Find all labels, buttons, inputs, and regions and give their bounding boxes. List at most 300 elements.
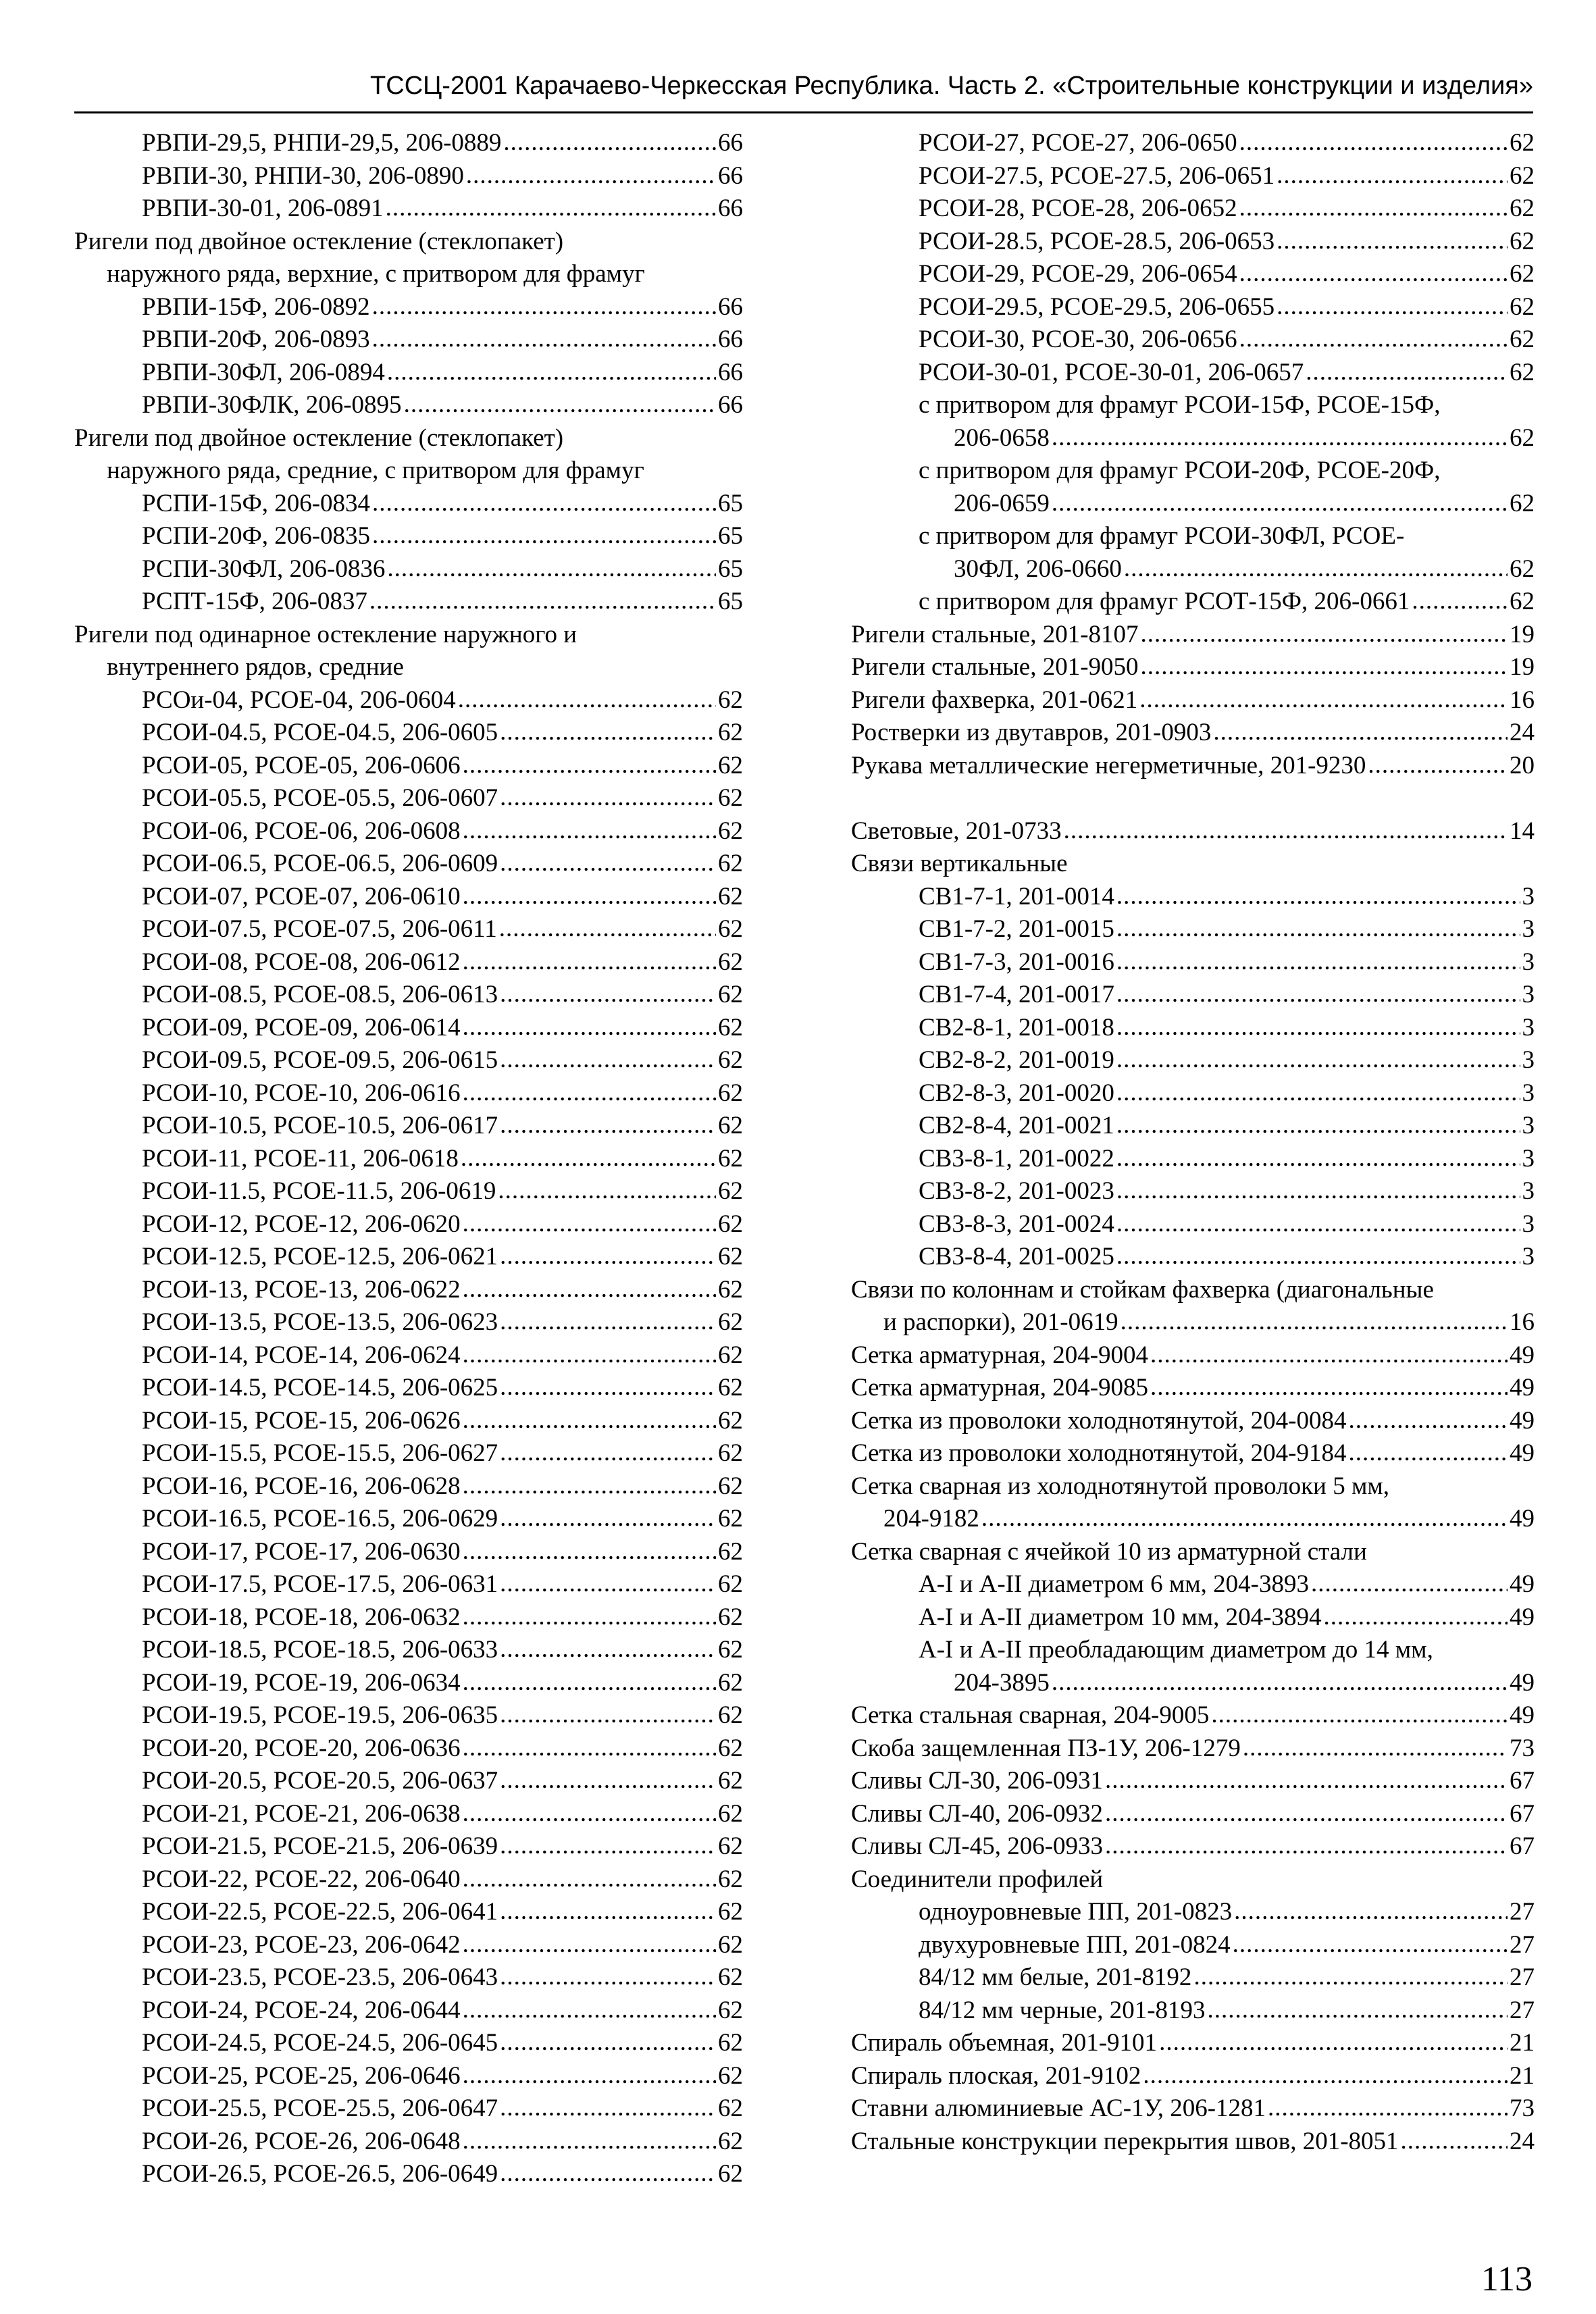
index-entry-page: 62 xyxy=(718,686,743,714)
index-entry-title: РСПИ-15Ф, 206-0834 xyxy=(142,489,371,517)
index-entry xyxy=(851,2060,1535,2093)
dot-leader xyxy=(1121,1306,1508,1339)
index-entry-title: РСОИ-05, РСОЕ-05, 206-0606 xyxy=(142,751,461,779)
dot-leader xyxy=(500,1372,716,1404)
dot-leader xyxy=(1213,717,1508,749)
index-entry-page: 62 xyxy=(718,882,743,910)
index-entry-page: 62 xyxy=(718,2160,743,2188)
dot-leader xyxy=(1211,1699,1508,1732)
index-heading: наружного ряда, верхние, с притвором для фрамуг xyxy=(107,260,645,288)
index-entry-title: РВПИ-15Ф, 206-0892 xyxy=(142,292,370,321)
index-entry xyxy=(74,1110,743,1143)
dot-leader xyxy=(463,1012,716,1044)
index-entry-title: РСОИ-19, РСОЕ-19, 206-0634 xyxy=(142,1668,461,1697)
index-entry-page: 62 xyxy=(1510,555,1535,583)
index-entry xyxy=(851,1601,1535,1635)
index-entry xyxy=(74,1995,743,2028)
index-entry-title: Сетка из проволоки холоднотянутой, 204-0084 xyxy=(851,1406,1347,1435)
dot-leader xyxy=(1105,1765,1508,1797)
index-entry-page: 62 xyxy=(718,1832,743,1860)
index-entry xyxy=(74,553,743,586)
dot-leader xyxy=(1116,1077,1520,1110)
index-entry-title: Стальные конструкции перекрытия швов, 201-8051 xyxy=(851,2127,1399,2155)
index-entry-title: Световые, 201-0733 xyxy=(851,817,1062,845)
index-entry-page: 62 xyxy=(718,1570,743,1598)
dot-leader xyxy=(1116,1241,1520,1273)
index-entry-title: Сливы СЛ-30, 206-0931 xyxy=(851,1767,1104,1795)
index-entry xyxy=(74,1405,743,1438)
index-entry xyxy=(851,2092,1535,2126)
dot-leader xyxy=(1116,1175,1520,1208)
dot-leader xyxy=(1234,1896,1508,1928)
index-entry-title: 204-9182 xyxy=(883,1505,979,1533)
index-entry xyxy=(74,389,743,422)
index-entry-title: РСОИ-11.5, РСОЕ-11.5, 206-0619 xyxy=(142,1177,496,1205)
index-entry xyxy=(74,1241,743,1274)
index-entry-title: РВПИ-20Ф, 206-0893 xyxy=(142,326,370,353)
index-entry xyxy=(74,357,743,390)
index-entry xyxy=(851,1110,1535,1143)
index-entry-title: Ригели стальные, 201-8107 xyxy=(851,620,1139,648)
index-entry-title: Сетка арматурная, 204-9085 xyxy=(851,1374,1149,1402)
index-entry-page: 62 xyxy=(718,1963,743,1991)
index-entry xyxy=(74,1863,743,1897)
index-entry-page: 62 xyxy=(718,1210,743,1238)
index-entry-page: 49 xyxy=(1510,1374,1535,1402)
dot-leader xyxy=(1306,357,1508,389)
index-entry-title: РСПТ-15Ф, 206-0837 xyxy=(142,588,367,615)
index-entry-title: Сетка из проволоки холоднотянутой, 204-9184 xyxy=(851,1439,1347,1467)
dot-leader xyxy=(372,324,716,356)
dot-leader xyxy=(1277,160,1508,192)
index-entry-page: 62 xyxy=(718,1013,743,1042)
index-entry xyxy=(74,1044,743,1077)
index-entry-page: 62 xyxy=(718,1275,743,1304)
index-entry xyxy=(74,1536,743,1569)
dot-leader xyxy=(387,357,716,389)
index-entry-title: РСОИ-29.5, РСОЕ-29.5, 206-0655 xyxy=(919,292,1275,321)
index-entry-page: 62 xyxy=(718,1537,743,1566)
index-entry xyxy=(74,1274,743,1307)
dot-leader xyxy=(500,1503,716,1535)
index-entry-title: РСОИ-04.5, РСОЕ-04.5, 206-0605 xyxy=(142,719,498,746)
index-entry xyxy=(74,946,743,979)
index-entry-page: 24 xyxy=(1510,2127,1535,2155)
index-entry-title: РСОИ-07.5, РСОЕ-07.5, 206-0611 xyxy=(142,915,497,943)
dot-leader xyxy=(1233,1929,1508,1961)
index-heading: А-I и А-II преобладающим диаметром до 14 мм, xyxy=(919,1636,1433,1664)
dot-leader xyxy=(503,127,716,159)
index-entry-title: РСПИ-30ФЛ, 206-0836 xyxy=(142,555,386,583)
index-entry-page: 49 xyxy=(1510,1570,1535,1598)
index-entry xyxy=(851,1044,1535,1077)
index-entry xyxy=(74,717,743,750)
index-entry-page: 65 xyxy=(718,555,743,583)
dot-leader xyxy=(1116,979,1520,1011)
index-entry-title: РВПИ-30ФЛК, 206-0895 xyxy=(142,391,402,419)
index-entry-page: 3 xyxy=(1522,1177,1535,1205)
dot-leader xyxy=(500,1896,716,1928)
index-entry-page: 62 xyxy=(718,1046,743,1074)
dot-leader xyxy=(1323,1601,1508,1634)
index-entry xyxy=(851,2126,1535,2159)
dot-leader xyxy=(1277,291,1508,324)
index-entry xyxy=(74,1830,743,1863)
index-entry-title: РСПИ-20Ф, 206-0835 xyxy=(142,522,371,550)
index-entry xyxy=(851,913,1535,946)
index-column-right xyxy=(851,127,1535,2158)
dot-leader xyxy=(1116,1044,1520,1077)
index-entry-title: СВ2-8-4, 201-0021 xyxy=(919,1112,1114,1139)
dot-leader xyxy=(1116,1012,1520,1044)
index-entry-title: РСОИ-12, РСОЕ-12, 206-0620 xyxy=(142,1210,461,1238)
index-entry xyxy=(851,946,1535,979)
dot-leader xyxy=(981,1503,1508,1535)
index-heading: Связи по колоннам и стойкам фахверка (диагональные xyxy=(851,1275,1434,1304)
index-entry-page: 3 xyxy=(1522,882,1535,910)
index-heading: Ригели под двойное остекление (стеклопакет) xyxy=(74,423,564,452)
index-heading: внутреннего рядов, средние xyxy=(107,653,404,681)
index-entry xyxy=(74,160,743,193)
index-entry-title: 30ФЛ, 206-0660 xyxy=(954,555,1122,583)
index-entry-page: 62 xyxy=(718,1079,743,1107)
dot-leader xyxy=(500,1306,716,1339)
index-entry-title: РСОИ-16, РСОЕ-16, 206-0628 xyxy=(142,1472,461,1500)
index-entry xyxy=(74,1208,743,1241)
index-entry-page: 62 xyxy=(718,1636,743,1664)
index-entry xyxy=(851,127,1535,160)
index-entry xyxy=(74,1306,743,1339)
index-entry-page: 62 xyxy=(718,1112,743,1139)
dot-leader xyxy=(1150,1372,1508,1404)
index-entry-page: 62 xyxy=(718,1668,743,1697)
index-entry xyxy=(851,553,1535,586)
index-entry xyxy=(851,1961,1535,1995)
index-entry xyxy=(74,1798,743,1831)
index-entry xyxy=(851,357,1535,390)
dot-leader xyxy=(1348,1405,1508,1437)
index-entry-page: 62 xyxy=(718,1734,743,1762)
index-entry-title: РСОи-04, РСОЕ-04, 206-0604 xyxy=(142,686,456,714)
dot-leader xyxy=(463,1601,716,1634)
dot-leader xyxy=(463,881,716,913)
index-entry xyxy=(74,1634,743,1667)
dot-leader xyxy=(500,1110,716,1142)
dot-leader xyxy=(372,520,716,552)
index-entry-page: 27 xyxy=(1510,1996,1535,2024)
index-entry-page: 62 xyxy=(718,2127,743,2155)
dot-leader xyxy=(1268,2092,1508,2125)
index-entry-title: РСОИ-09.5, РСОЕ-09.5, 206-0615 xyxy=(142,1046,498,1074)
index-entry-title: Ригели фахверка, 201-0621 xyxy=(851,686,1138,714)
index-entry-title: 206-0658 xyxy=(954,423,1050,452)
index-entry-page: 66 xyxy=(718,161,743,190)
index-entry xyxy=(851,717,1535,750)
index-entry xyxy=(74,2158,743,2191)
index-entry-title: РСОИ-23, РСОЕ-23, 206-0642 xyxy=(142,1930,461,1959)
index-entry-page: 49 xyxy=(1510,1505,1535,1533)
dot-leader xyxy=(463,1339,716,1372)
dot-leader xyxy=(1116,913,1520,946)
index-entry-title: РВПИ-30ФЛ, 206-0894 xyxy=(142,358,385,386)
index-entry-title: 204-3895 xyxy=(954,1668,1050,1697)
index-entry-page: 67 xyxy=(1510,1799,1535,1828)
dot-leader xyxy=(372,488,716,520)
index-entry-title: РСОИ-22.5, РСОЕ-22.5, 206-0641 xyxy=(142,1898,498,1926)
index-entry-title: РСОИ-08.5, РСОЕ-08.5, 206-0613 xyxy=(142,981,498,1008)
index-entry-page: 62 xyxy=(718,2029,743,2057)
index-entry-title: РСОИ-20, РСОЕ-20, 206-0636 xyxy=(142,1734,461,1762)
index-entry xyxy=(74,192,743,226)
index-entry-title: Сетка стальная сварная, 204-9005 xyxy=(851,1701,1210,1729)
index-entry-page: 67 xyxy=(1510,1767,1535,1795)
dot-leader xyxy=(463,2126,716,2158)
index-entry xyxy=(74,2060,743,2093)
dot-leader xyxy=(500,1765,716,1797)
index-entry-page: 62 xyxy=(1510,489,1535,517)
index-entry-title: РСОИ-06.5, РСОЕ-06.5, 206-0609 xyxy=(142,850,498,877)
dot-leader xyxy=(500,2158,716,2190)
index-entry-title: РСОИ-19.5, РСОЕ-19.5, 206-0635 xyxy=(142,1701,498,1729)
dot-leader xyxy=(1116,1110,1520,1142)
dot-leader xyxy=(1401,2126,1508,2158)
dot-leader xyxy=(1368,750,1508,782)
dot-leader xyxy=(1141,651,1508,684)
section-gap xyxy=(851,782,1535,815)
dot-leader xyxy=(1105,1798,1508,1830)
index-entry-page: 3 xyxy=(1522,1013,1535,1042)
index-entry-title: СВ1-7-4, 201-0017 xyxy=(919,981,1114,1008)
dot-leader xyxy=(1141,619,1508,651)
dot-leader xyxy=(1239,192,1508,225)
index-heading: Ригели под двойное остекление (стеклопакет) xyxy=(74,227,564,255)
dot-leader xyxy=(463,1274,716,1306)
index-entry-page: 62 xyxy=(718,1374,743,1402)
dot-leader xyxy=(463,946,716,979)
index-entry-page: 62 xyxy=(1510,161,1535,190)
index-entry-page: 62 xyxy=(718,817,743,845)
index-entry xyxy=(851,422,1535,455)
dot-leader xyxy=(1139,684,1508,717)
dot-leader xyxy=(1150,1339,1508,1372)
index-entry-page: 19 xyxy=(1510,620,1535,648)
index-entry-title: РСОИ-14.5, РСОЕ-14.5, 206-0625 xyxy=(142,1374,498,1402)
index-entry-title: РСОИ-30, РСОЕ-30, 206-0656 xyxy=(919,326,1237,353)
index-entry-page: 73 xyxy=(1510,1734,1535,1762)
index-entry-page: 3 xyxy=(1522,1112,1535,1139)
index-entry xyxy=(74,1339,743,1372)
index-entry xyxy=(851,815,1535,848)
index-entry-page: 62 xyxy=(718,981,743,1008)
index-entry xyxy=(74,2027,743,2060)
dot-leader xyxy=(1052,1667,1508,1699)
index-entry-title: А-I и А-II диаметром 6 мм, 204-3893 xyxy=(919,1570,1309,1598)
index-entry xyxy=(851,1241,1535,1274)
index-entry xyxy=(74,881,743,914)
index-heading: Связи вертикальные xyxy=(851,850,1068,877)
dot-leader xyxy=(404,389,716,421)
index-entry xyxy=(74,1077,743,1110)
index-entry-title: РВПИ-30, РНПИ-30, 206-0890 xyxy=(142,161,464,190)
dot-leader xyxy=(461,1143,716,1175)
index-entry-page: 62 xyxy=(718,1144,743,1173)
index-entry xyxy=(74,1372,743,1405)
index-entry-page: 62 xyxy=(718,948,743,976)
index-entry xyxy=(851,1995,1535,2028)
index-entry-title: СВ1-7-1, 201-0014 xyxy=(919,882,1114,910)
index-entry xyxy=(74,782,743,815)
index-heading: с притвором для фрамуг РСОИ-30ФЛ, РСОЕ- xyxy=(919,522,1405,550)
running-header xyxy=(74,68,1533,113)
index-entry-title: РСОИ-22, РСОЕ-22, 206-0640 xyxy=(142,1865,461,1893)
dot-leader xyxy=(1348,1437,1508,1470)
dot-leader xyxy=(500,848,716,880)
index-entry-page: 73 xyxy=(1510,2094,1535,2122)
index-entry-title: РСОИ-25, РСОЕ-25, 206-0646 xyxy=(142,2061,461,2090)
index-entry-title: РСОИ-17.5, РСОЕ-17.5, 206-0631 xyxy=(142,1570,498,1598)
index-entry-page: 62 xyxy=(718,1472,743,1500)
index-entry-page: 62 xyxy=(718,2094,743,2122)
dot-leader xyxy=(463,1405,716,1437)
index-entry xyxy=(851,1437,1535,1470)
index-entry xyxy=(851,1765,1535,1798)
index-entry-title: РСОИ-07, РСОЕ-07, 206-0610 xyxy=(142,882,461,910)
index-entry xyxy=(74,1699,743,1732)
index-entry xyxy=(851,619,1535,652)
index-entry-page: 62 xyxy=(718,850,743,877)
index-entry-title: РСОИ-26, РСОЕ-26, 206-0648 xyxy=(142,2127,461,2155)
index-entry xyxy=(74,1732,743,1766)
index-entry xyxy=(851,651,1535,684)
dot-leader xyxy=(463,2060,716,2092)
index-entry-page: 3 xyxy=(1522,1243,1535,1270)
index-entry xyxy=(74,1765,743,1798)
dot-leader xyxy=(1124,553,1508,586)
index-entry-page: 62 xyxy=(718,1865,743,1893)
index-entry-title: с притвором для фрамуг РСОТ-15Ф, 206-0661 xyxy=(919,588,1410,615)
index-entry-page: 62 xyxy=(718,784,743,812)
dot-leader xyxy=(500,979,716,1011)
index-entry-page: 62 xyxy=(1510,292,1535,321)
dot-leader xyxy=(463,750,716,782)
index-entry-page: 19 xyxy=(1510,653,1535,681)
index-column-left xyxy=(74,127,743,2191)
dot-leader xyxy=(500,1568,716,1601)
index-entry-title: РСОИ-10.5, РСОЕ-10.5, 206-0617 xyxy=(142,1112,498,1139)
index-entry xyxy=(851,586,1535,619)
index-entry xyxy=(851,1568,1535,1601)
index-entry-title: РВПИ-29,5, РНПИ-29,5, 206-0889 xyxy=(142,129,502,157)
index-entry-page: 14 xyxy=(1510,817,1535,845)
index-entry-title: Спираль плоская, 201-9102 xyxy=(851,2061,1141,2090)
index-entry-title: РСОИ-13.5, РСОЕ-13.5, 206-0623 xyxy=(142,1308,498,1336)
running-header-title: ТССЦ-2001 Карачаево-Черкесская Республика. Часть 2. «Строительные конструкции и изделия» xyxy=(370,72,1533,100)
index-entry-title: РСОИ-15, РСОЕ-15, 206-0626 xyxy=(142,1406,461,1435)
dot-leader xyxy=(1116,1143,1520,1175)
index-entry-page: 3 xyxy=(1522,915,1535,943)
index-entry-title: РСОИ-17, РСОЕ-17, 206-0630 xyxy=(142,1537,461,1566)
index-entry-title: Рукава металлические негерметичные, 201-9230 xyxy=(851,751,1366,779)
index-entry-title: А-I и А-II диаметром 10 мм, 204-3894 xyxy=(919,1603,1322,1631)
index-entry xyxy=(74,684,743,717)
index-entry-title: РСОИ-25.5, РСОЕ-25.5, 206-0647 xyxy=(142,2094,498,2122)
dot-leader xyxy=(466,160,716,192)
index-entry-title: РСОИ-14, РСОЕ-14, 206-0624 xyxy=(142,1341,461,1369)
index-entry-title: РСОИ-15.5, РСОЕ-15.5, 206-0627 xyxy=(142,1439,498,1467)
dot-leader xyxy=(369,586,716,618)
index-entry-title: РСОИ-28.5, РСОЕ-28.5, 206-0653 xyxy=(919,227,1275,255)
index-entry-title: РСОИ-13, РСОЕ-13, 206-0622 xyxy=(142,1275,461,1304)
index-entry xyxy=(851,1175,1535,1208)
index-entry xyxy=(74,979,743,1012)
index-entry-title: РСОИ-20.5, РСОЕ-20.5, 206-0637 xyxy=(142,1767,498,1795)
index-entry-title: РСОИ-29, РСОЕ-29, 206-0654 xyxy=(919,260,1237,288)
page-number: 113 xyxy=(1481,2260,1533,2298)
index-entry-page: 62 xyxy=(718,1341,743,1369)
index-entry-page: 3 xyxy=(1522,981,1535,1008)
index-entry xyxy=(851,192,1535,226)
index-entry xyxy=(74,750,743,783)
index-entry-title: СВ3-8-1, 201-0022 xyxy=(919,1144,1114,1173)
index-entry-title: 84/12 мм черные, 201-8193 xyxy=(919,1996,1206,2024)
index-entry xyxy=(851,1667,1535,1700)
index-entry-title: РСОИ-16.5, РСОЕ-16.5, 206-0629 xyxy=(142,1505,498,1533)
dot-leader xyxy=(1116,881,1520,913)
index-entry xyxy=(851,1143,1535,1176)
index-entry-title: СВ1-7-2, 201-0015 xyxy=(919,915,1114,943)
index-entry xyxy=(74,1437,743,1470)
index-entry-title: РСОИ-10, РСОЕ-10, 206-0616 xyxy=(142,1079,461,1107)
index-entry-title: Ставни алюминиевые АС-1У, 206-1281 xyxy=(851,2094,1266,2122)
index-entry xyxy=(74,1961,743,1995)
index-entry-title: РСОИ-27.5, РСОЕ-27.5, 206-0651 xyxy=(919,161,1275,190)
dot-leader xyxy=(1159,2027,1508,2059)
dot-leader xyxy=(500,1437,716,1470)
index-entry xyxy=(74,1929,743,1962)
index-entry-page: 62 xyxy=(718,1603,743,1631)
index-entry-title: Скоба защемленная ПЗ-1У, 206-1279 xyxy=(851,1734,1241,1762)
index-entry-page: 27 xyxy=(1510,1898,1535,1926)
index-entry-page: 20 xyxy=(1510,751,1535,779)
index-entry xyxy=(851,881,1535,914)
index-entry xyxy=(851,750,1535,783)
index-entry-title: СВ2-8-1, 201-0018 xyxy=(919,1013,1114,1042)
index-entry-title: и распорки), 201-0619 xyxy=(883,1308,1118,1336)
dot-leader xyxy=(500,717,716,749)
index-entry xyxy=(851,1077,1535,1110)
index-entry-title: 206-0659 xyxy=(954,489,1050,517)
index-entry-page: 49 xyxy=(1510,1341,1535,1369)
dot-leader xyxy=(463,1995,716,2027)
dot-leader xyxy=(463,1929,716,1961)
index-entry-title: РСОИ-24, РСОЕ-24, 206-0644 xyxy=(142,1996,461,2024)
dot-leader xyxy=(1277,226,1508,258)
index-entry xyxy=(74,1012,743,1045)
index-entry-title: Ростверки из двутавров, 201-0903 xyxy=(851,719,1212,746)
index-entry xyxy=(851,1372,1535,1405)
index-entry-page: 3 xyxy=(1522,1210,1535,1238)
index-entry xyxy=(851,1699,1535,1732)
index-entry-title: РСОИ-26.5, РСОЕ-26.5, 206-0649 xyxy=(142,2160,498,2188)
index-entry xyxy=(74,520,743,553)
index-entry xyxy=(851,291,1535,324)
index-entry xyxy=(851,258,1535,291)
index-entry-title: СВ3-8-2, 201-0023 xyxy=(919,1177,1114,1205)
dot-leader xyxy=(463,815,716,848)
index-entry-page: 49 xyxy=(1510,1406,1535,1435)
dot-leader xyxy=(1052,422,1508,455)
index-entry xyxy=(74,127,743,160)
